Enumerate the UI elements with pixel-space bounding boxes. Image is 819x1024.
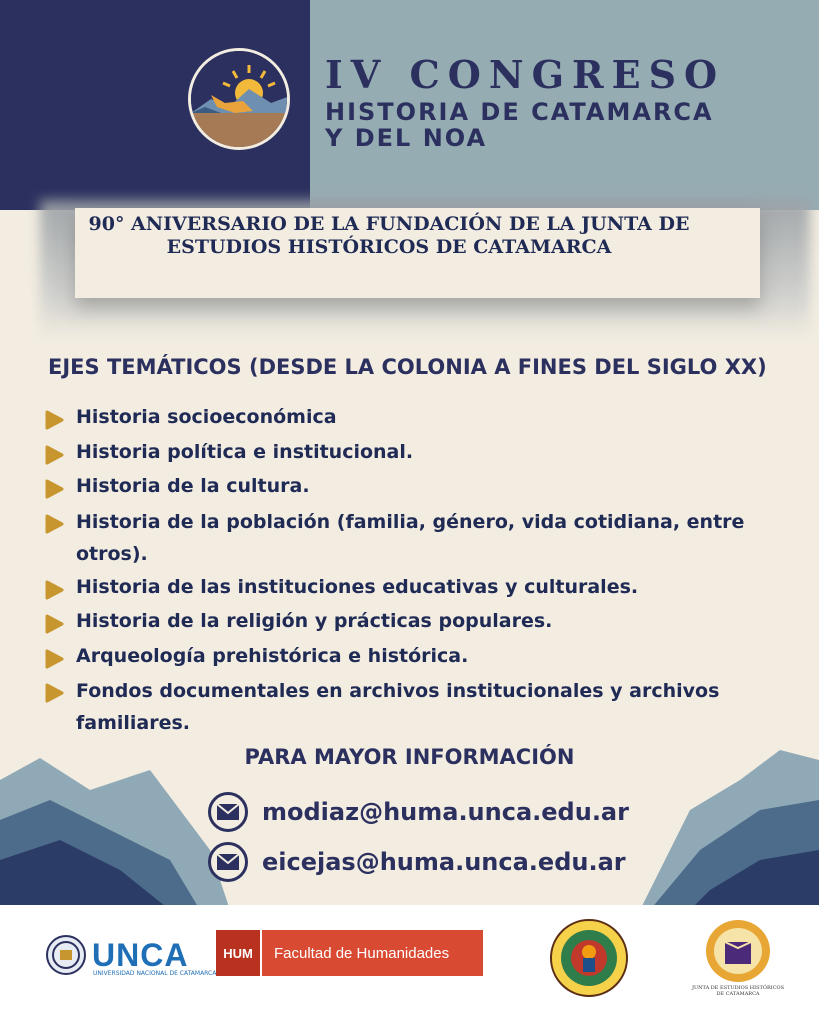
hum-box: HUM	[216, 930, 262, 976]
bullet-icon	[44, 614, 64, 634]
departamento-historia-logo	[549, 918, 629, 998]
bullet-icon	[44, 580, 64, 600]
bullet-icon	[44, 683, 64, 703]
junta-caption: JUNTA DE ESTUDIOS HISTÓRICOS DE CATAMARCA	[691, 985, 785, 997]
congress-subtitle-line2: Y DEL NOA	[325, 124, 488, 152]
unca-logo	[46, 935, 188, 975]
bullet-icon	[44, 649, 64, 669]
list-item	[44, 639, 784, 674]
congress-subtitle-line1: HISTORIA DE CATAMARCA	[325, 98, 714, 126]
humanidades-logo	[216, 930, 483, 976]
envelope-icon	[208, 792, 248, 832]
email-link[interactable]: eicejas@huma.unca.edu.ar	[262, 848, 626, 876]
list-item	[44, 435, 784, 470]
congress-title: IV CONGRESO	[325, 52, 726, 97]
email-row	[208, 842, 626, 882]
email-link[interactable]: modiaz@huma.unca.edu.ar	[262, 798, 629, 826]
info-title: PARA MAYOR INFORMACIÓN	[244, 745, 575, 769]
list-item-text: Fondos documentales en archivos institucionales y archivos familiares.	[76, 680, 720, 734]
bullet-icon	[44, 479, 64, 499]
list-item-text: Historia política e institucional.	[76, 440, 414, 463]
list-item-text: Historia de la religión y prácticas populares.	[76, 610, 553, 632]
list-item	[44, 504, 784, 570]
anniversary-text: 90° ANIVERSARIO DE LA FUNDACIÓN DE LA JUNTA DE ESTUDIOS HISTÓRICOS DE CATAMARCA	[88, 213, 690, 258]
unca-subtitle: UNIVERSIDAD NACIONAL DE CATAMARCA	[93, 970, 217, 977]
list-item	[44, 469, 784, 504]
list-item-text: Historia de la cultura.	[76, 475, 310, 497]
unca-seal-icon	[46, 935, 86, 975]
list-item	[44, 673, 784, 739]
ejes-list	[44, 400, 784, 739]
bullet-icon	[44, 445, 64, 465]
bullet-icon	[44, 514, 64, 534]
list-item	[44, 400, 784, 435]
envelope-icon	[208, 842, 248, 882]
list-item-text: Historia socioeconómica	[76, 406, 337, 428]
list-item	[44, 604, 784, 639]
list-item-text: Historia de las instituciones educativas y culturales.	[76, 575, 639, 598]
ejes-title: EJES TEMÁTICOS (DESDE LA COLONIA A FINES DEL SIGLO XX)	[48, 355, 767, 379]
unca-wordmark: UNCA	[92, 936, 189, 973]
email-row	[208, 792, 629, 832]
hum-text: Facultad de Humanidades	[274, 944, 450, 962]
congress-sun-logo	[188, 48, 290, 150]
bullet-icon	[44, 410, 64, 430]
junta-estudios-logo	[703, 918, 773, 984]
list-item	[44, 570, 784, 605]
list-item-text: Historia de la población (familia, género, vida cotidiana, entre otros).	[76, 510, 745, 565]
list-item-text: Arqueología prehistórica e histórica.	[76, 644, 469, 667]
